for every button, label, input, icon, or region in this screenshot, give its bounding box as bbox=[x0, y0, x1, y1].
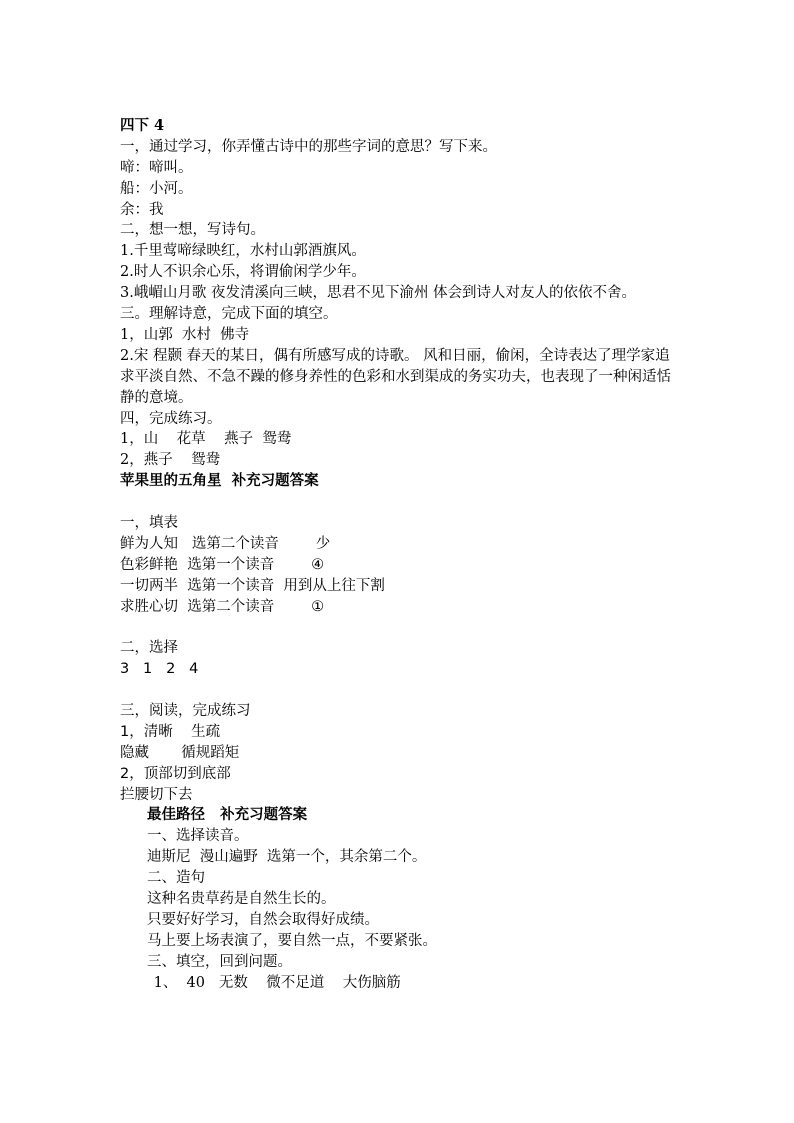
table-row: 求胜心切 选第二个读音 ① bbox=[120, 598, 325, 615]
section2-heading-2: 二，选择 bbox=[120, 640, 178, 657]
section3-heading-3: 三、填空，回到问题。 bbox=[147, 953, 292, 970]
section1-question-1: 一，通过学习，你弄懂古诗中的那些字词的意思？写下来。 bbox=[120, 138, 497, 155]
section1-question-3: 三。理解诗意，完成下面的填空。 bbox=[120, 306, 338, 323]
section3-heading-1: 一、选择读音。 bbox=[147, 828, 249, 845]
section3-heading-2: 二、造句 bbox=[147, 870, 205, 887]
sentence-line: 这种名贵草药是自然生长的。 bbox=[147, 891, 336, 908]
answer-line: 2，顶部切到底部 bbox=[120, 765, 231, 782]
section2-title: 苹果里的五角星 补充习题答案 bbox=[120, 472, 319, 490]
sentence-line: 马上要上场表演了，要自然一点，不要紧张。 bbox=[147, 932, 437, 949]
section1-question-2: 二，想一想，写诗句。 bbox=[120, 222, 265, 239]
answer-line: 2，燕子 鸳鸯 bbox=[120, 452, 221, 469]
answer-line: 余：我 bbox=[120, 201, 164, 218]
answer-line: 船：小河。 bbox=[120, 180, 193, 197]
answer-line: 隐藏 循规蹈矩 bbox=[120, 744, 240, 761]
answer-paragraph: 2.宋 程颢 春天的某日，偶有所感写成的诗歌。 风和日丽，偷闲，全诗表达了理学家追求平淡自然、不急不躁的修身养性的色彩和水到渠成的务实功夫，也表现了一种闲适恬静的意境。 bbox=[120, 347, 671, 406]
answer-line: 1，清晰 生疏 bbox=[120, 723, 221, 740]
answer-line: 迪斯尼 漫山遍野 选第一个，其余第二个。 bbox=[147, 849, 427, 866]
poem-line: 2.时人不识余心乐，将谓偷闲学少年。 bbox=[120, 264, 366, 281]
spacer bbox=[120, 680, 680, 701]
section1-title: 四下 4 bbox=[120, 117, 165, 134]
section2-heading-3: 三，阅读，完成练习 bbox=[120, 703, 251, 719]
answer-line: 1，山郭 水村 佛寺 bbox=[120, 326, 250, 343]
answer-line: 拦腰切下去 bbox=[120, 786, 193, 803]
poem-line: 3.峨嵋山月歌 夜发清溪向三峡，思君不见下渝州 体会到诗人对友人的依依不舍。 bbox=[120, 285, 637, 302]
table-row: 鲜为人知 选第二个读音 少 bbox=[120, 535, 331, 552]
poem-line: 1.千里莺啼绿映红，水村山郭酒旗风。 bbox=[120, 243, 366, 260]
table-row: 一切两半 选第一个读音 用到从上往下割 bbox=[120, 577, 385, 594]
document-content bbox=[120, 116, 680, 993]
section2-heading-1: 一，填表 bbox=[120, 514, 178, 531]
sentence-line: 只要好好学习，自然会取得好成绩。 bbox=[147, 911, 379, 928]
choice-answers: 3 1 2 4 bbox=[120, 661, 199, 678]
answer-line: 啼：啼叫。 bbox=[120, 159, 193, 176]
section1-question-4: 四，完成练习。 bbox=[120, 410, 222, 427]
table-row: 色彩鲜艳 选第一个读音 ④ bbox=[120, 556, 325, 573]
spacer bbox=[120, 492, 680, 513]
answer-line: 1，山 花草 燕子 鸳鸯 bbox=[120, 431, 292, 448]
answer-line: 1、 40 无数 微不足道 大伤脑筋 bbox=[149, 974, 401, 991]
section3-title: 最佳路径 补充习题答案 bbox=[147, 806, 308, 824]
spacer bbox=[120, 617, 680, 638]
